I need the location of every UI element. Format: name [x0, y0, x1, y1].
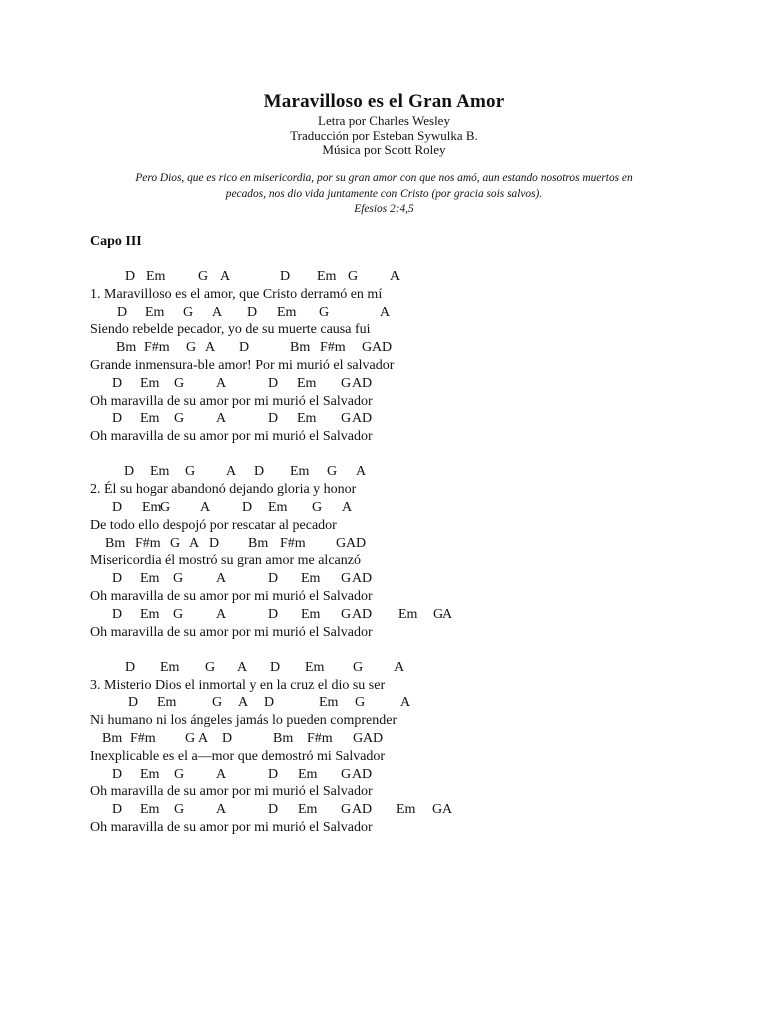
- chord: G: [170, 535, 181, 551]
- chord: A: [394, 659, 405, 675]
- chord: Em: [319, 695, 339, 711]
- chord: D: [125, 269, 136, 284]
- chord: G: [362, 340, 373, 356]
- chord: G: [353, 659, 364, 675]
- chord: D: [112, 606, 123, 622]
- chord: Em: [301, 571, 321, 587]
- lyric-line: 2. Él su hogar abandonó dejando gloria y honor: [90, 482, 357, 498]
- chord: Em: [150, 464, 170, 480]
- chord: Bm: [290, 340, 311, 356]
- chord: G: [432, 802, 443, 818]
- chord: D: [268, 802, 279, 818]
- chord: D: [268, 375, 279, 391]
- lyric-line: Inexplicable es el a—mor que demostró mi Salvador: [90, 748, 386, 764]
- chord: G: [336, 535, 347, 551]
- chord: A: [400, 695, 411, 711]
- chord: D: [112, 499, 123, 515]
- chord: A: [442, 802, 453, 818]
- chord: G: [341, 606, 352, 622]
- chord: D: [209, 535, 220, 551]
- chord: G: [355, 695, 366, 711]
- chord: Bm: [273, 730, 294, 746]
- chord: G: [319, 304, 330, 320]
- chord: A: [352, 606, 363, 622]
- chord: A: [342, 499, 353, 515]
- chord: Bm: [248, 535, 269, 551]
- chord: D: [254, 464, 265, 480]
- chord: D: [270, 659, 281, 675]
- chord: D: [268, 411, 279, 427]
- chord: D: [268, 571, 279, 587]
- lyric-line: Ni humano ni los ángeles jamás lo pueden comprender: [90, 713, 398, 729]
- chord-line: [90, 410, 730, 428]
- chord: A: [346, 535, 357, 551]
- chord: D: [268, 766, 279, 782]
- chord: Em: [396, 802, 416, 818]
- chord: Em: [160, 659, 180, 675]
- chord: A: [390, 269, 401, 284]
- chord: F#m: [280, 535, 306, 551]
- chord: D: [125, 659, 136, 675]
- chord: Em: [142, 499, 162, 515]
- chord: G: [183, 304, 194, 320]
- chord: Em: [305, 659, 325, 675]
- verse-2: [90, 463, 730, 641]
- chord-line: [90, 499, 730, 517]
- chord: D: [264, 695, 275, 711]
- lyric-line: Misericordia él mostró su gran amor me alcanzó: [90, 553, 361, 569]
- chord-line: [90, 730, 730, 748]
- chord: Em: [140, 606, 160, 622]
- chord: D: [124, 464, 135, 480]
- chord: G: [327, 464, 338, 480]
- chord: A: [198, 730, 209, 746]
- chord: G: [173, 606, 184, 622]
- chord-line: [90, 606, 730, 624]
- chord: G: [341, 802, 352, 818]
- chord: Em: [140, 766, 160, 782]
- chord: D: [362, 766, 373, 782]
- music-credit: Música por Scott Roley: [322, 142, 446, 157]
- chord: F#m: [144, 340, 170, 356]
- chord: G: [160, 499, 171, 515]
- chord: G: [174, 375, 185, 391]
- chord-line: [90, 304, 730, 322]
- chord: A: [380, 304, 391, 320]
- chord: A: [216, 375, 227, 391]
- chord: D: [362, 606, 373, 622]
- chord-line: [90, 570, 730, 588]
- chord-line: [90, 766, 730, 784]
- chord: D: [112, 571, 123, 587]
- chord: A: [216, 571, 227, 587]
- chord: D: [362, 375, 373, 391]
- chord: A: [442, 606, 453, 622]
- chord: D: [280, 269, 291, 284]
- chord: Em: [298, 802, 318, 818]
- chord: D: [242, 499, 253, 515]
- chord: D: [117, 304, 128, 320]
- chord: D: [128, 695, 139, 711]
- verse-3: [90, 659, 730, 837]
- lyric-line: Oh maravilla de su amor por mi murió el Salvador: [90, 588, 373, 604]
- chord: A: [189, 535, 200, 551]
- chord: D: [362, 571, 373, 587]
- chord: A: [352, 411, 363, 427]
- capo-indicator: Capo III: [90, 234, 142, 249]
- epigraph-reference: Efesios 2:4,5: [354, 203, 414, 215]
- chord: F#m: [307, 730, 333, 746]
- scripture-epigraph: [96, 171, 672, 218]
- chord: G: [174, 411, 185, 427]
- chord-line: [90, 659, 730, 677]
- chord-line: [90, 801, 730, 819]
- chord: D: [356, 535, 367, 551]
- chord: G: [341, 411, 352, 427]
- verses-container: [90, 268, 730, 854]
- lyric-line: Oh maravilla de su amor por mi murió el Salvador: [90, 784, 373, 800]
- chord: D: [112, 802, 123, 818]
- chord: Em: [140, 411, 160, 427]
- lyric-line: Grande inmensura-ble amor! Por mi murió el salvador: [90, 357, 395, 373]
- chord: D: [112, 411, 123, 427]
- chord: Em: [398, 606, 418, 622]
- chord-line: [90, 339, 730, 357]
- chord: A: [237, 659, 248, 675]
- chord: A: [216, 802, 227, 818]
- chord: A: [352, 571, 363, 587]
- chord: Em: [140, 375, 160, 391]
- chord: Bm: [102, 730, 123, 746]
- chord: G: [348, 269, 359, 284]
- chord: Em: [297, 375, 317, 391]
- chord: G: [173, 571, 184, 587]
- lyric-line: Oh maravilla de su amor por mi murió el Salvador: [90, 819, 373, 835]
- chord: Em: [277, 304, 297, 320]
- chord: D: [362, 411, 373, 427]
- chord: G: [433, 606, 444, 622]
- chord: D: [373, 730, 384, 746]
- chord: G: [198, 269, 209, 284]
- chord: A: [200, 499, 211, 515]
- epigraph-line: pecados, nos dio vida juntamente con Cristo (por gracia sois salvos).: [225, 187, 543, 200]
- chord: D: [362, 802, 373, 818]
- song-header: [0, 90, 768, 158]
- epigraph-line: Pero Dios, que es rico en misericordia, por su gran amor con que nos amó, aun estando nosotros muertos en: [135, 172, 633, 184]
- translation-credit: Traducción por Esteban Sywulka B.: [290, 127, 478, 143]
- chord: D: [247, 304, 258, 320]
- chord: G: [186, 340, 197, 356]
- chord: Em: [290, 464, 310, 480]
- chord: A: [352, 375, 363, 391]
- chord: A: [220, 269, 231, 284]
- chord: F#m: [135, 535, 161, 551]
- chord: G: [174, 802, 185, 818]
- chord: D: [222, 730, 233, 746]
- chord-line: [90, 694, 730, 712]
- chord: Em: [297, 411, 317, 427]
- chord: Em: [301, 606, 321, 622]
- chord: G: [185, 464, 196, 480]
- chord: Em: [268, 499, 288, 515]
- chord: G: [212, 695, 223, 711]
- chord: A: [226, 464, 237, 480]
- chord: A: [356, 464, 367, 480]
- chord: D: [268, 606, 279, 622]
- chord: D: [382, 340, 393, 356]
- chord: Em: [298, 766, 318, 782]
- chord: D: [112, 766, 123, 782]
- chord: Em: [146, 269, 166, 284]
- chord: Em: [140, 802, 160, 818]
- chord: A: [216, 606, 227, 622]
- chord: G: [205, 659, 216, 675]
- chord: Em: [140, 571, 160, 587]
- lyric-line: De todo ello despojó por rescatar al pecador: [90, 517, 337, 533]
- lyric-line: Oh maravilla de su amor por mi murió el Salvador: [90, 624, 373, 640]
- chord-line: [90, 268, 730, 286]
- chord-line: [90, 375, 730, 393]
- chord: A: [216, 766, 227, 782]
- chord: A: [216, 411, 227, 427]
- chord-line: [90, 463, 730, 481]
- chord: G: [174, 766, 185, 782]
- chord: A: [352, 802, 363, 818]
- chord: G: [341, 766, 352, 782]
- chord: D: [239, 340, 250, 356]
- chord: Bm: [105, 535, 126, 551]
- lyric-line: 3. Misterio Dios el inmortal y en la cruz el dio su ser: [90, 677, 386, 693]
- chord: F#m: [320, 340, 346, 356]
- lyric-line: Oh maravilla de su amor por mi murió el Salvador: [90, 393, 373, 409]
- chord: G: [353, 730, 364, 746]
- chord-line: [90, 535, 730, 553]
- chord: A: [238, 695, 249, 711]
- chord: A: [363, 730, 374, 746]
- lyric-line: Siendo rebelde pecador, yo de su muerte causa fui: [90, 322, 371, 338]
- chord: Em: [157, 695, 177, 711]
- chord: G: [312, 499, 323, 515]
- chord: G: [341, 375, 352, 391]
- chord: D: [112, 375, 123, 391]
- verse-1: [90, 268, 730, 446]
- chord: Em: [145, 304, 165, 320]
- chord: F#m: [130, 730, 156, 746]
- chord: A: [352, 766, 363, 782]
- chord: A: [212, 304, 223, 320]
- lyrics-credit: Letra por Charles Wesley: [318, 113, 450, 128]
- chord: A: [372, 340, 383, 356]
- chord: A: [205, 340, 216, 356]
- lyric-line: 1. Maravilloso es el amor, que Cristo derramó en mí: [90, 286, 383, 302]
- chord: G: [185, 730, 196, 746]
- lyric-line: Oh maravilla de su amor por mi murió el Salvador: [90, 429, 373, 445]
- chord: Em: [317, 269, 337, 284]
- chord: Bm: [116, 340, 137, 356]
- chord: G: [341, 571, 352, 587]
- song-title: Maravilloso es el Gran Amor: [263, 91, 505, 112]
